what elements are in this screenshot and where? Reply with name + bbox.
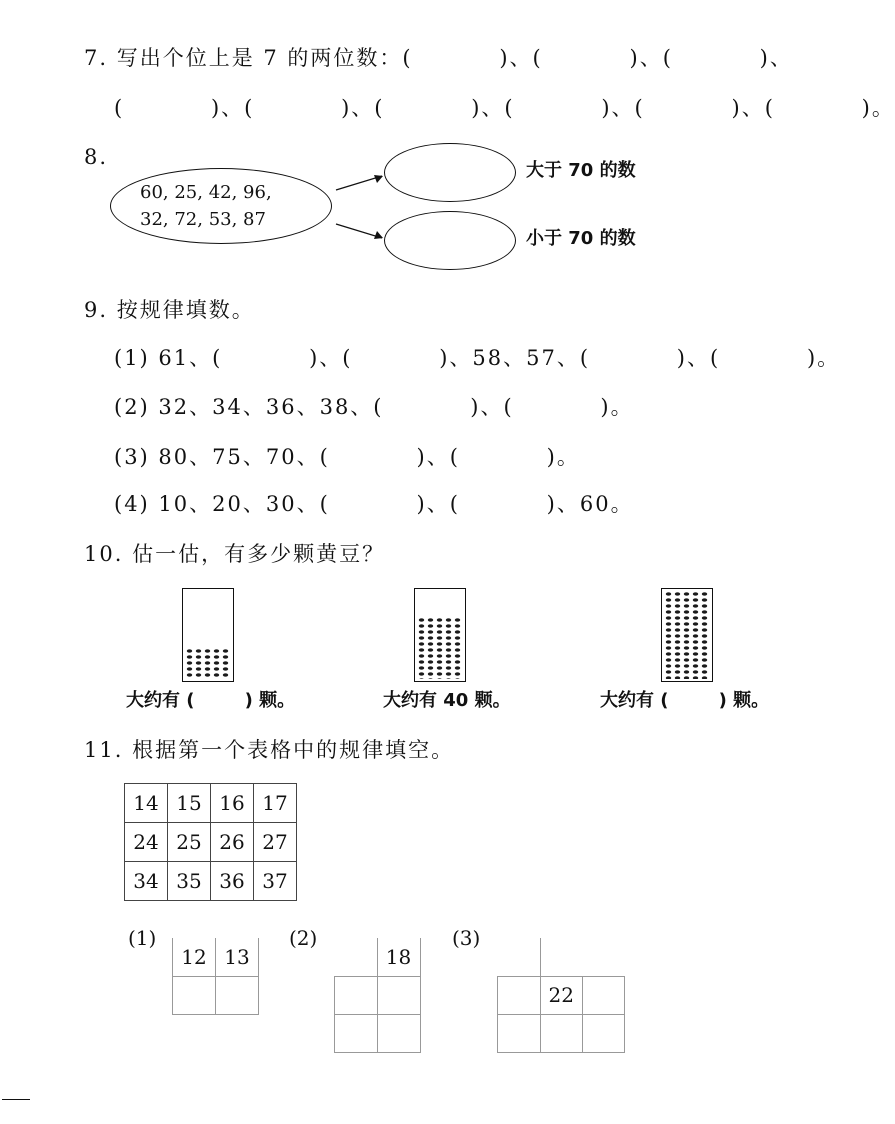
blank-cell[interactable] (377, 976, 420, 1014)
q9-item-2: (2) 32、34、36、38、( )、( )。 (114, 395, 634, 419)
empty-space (498, 938, 541, 976)
blank-cell[interactable] (216, 976, 259, 1014)
blank-cell[interactable] (583, 976, 625, 1014)
part-1-grid (172, 938, 259, 1015)
table-cell: 24 (125, 823, 168, 862)
beans-fill-3 (664, 591, 710, 679)
blank-cell[interactable] (540, 1014, 583, 1052)
table-cell: 16 (211, 784, 254, 823)
reference-number-table (124, 783, 297, 901)
q10-title: 10. 估一估，有多少颗黄豆？ (84, 542, 386, 566)
table-cell: 26 (211, 823, 254, 862)
q9-item-1: (1) 61、( )、( )、58、57、( )、( )。 (114, 346, 841, 370)
q8-numbers-line2: 32, 72, 53, 87 (140, 209, 266, 230)
q8-label: 8. (84, 145, 109, 169)
page-edge-rule (2, 1099, 30, 1100)
bean-jar-2 (414, 588, 466, 682)
grid-cell: 12 (173, 938, 216, 976)
arrow-up-head (374, 175, 383, 183)
grid-cell: 22 (540, 976, 583, 1014)
table-cell: 37 (254, 862, 297, 901)
part-2-label: (2) (289, 926, 318, 950)
part-1-label: (1) (128, 926, 157, 950)
blank-cell[interactable] (173, 976, 216, 1014)
q8-numbers-line1: 60, 25, 42, 96, (140, 182, 272, 203)
arrow-down-line (336, 224, 382, 238)
greater-than-label: 大于 70 的数 (526, 160, 636, 181)
table-cell: 35 (168, 862, 211, 901)
less-than-label: 小于 70 的数 (526, 228, 636, 249)
table-cell: 17 (254, 784, 297, 823)
blank-cell[interactable] (540, 938, 583, 976)
jar-2-caption: 大约有 40 颗。 (383, 690, 511, 711)
blank-cell[interactable] (498, 1014, 541, 1052)
jar-1-caption: 大约有 ( ) 颗。 (126, 690, 296, 711)
source-number-oval (110, 168, 332, 244)
part-2-grid (334, 938, 421, 1053)
empty-space (335, 938, 378, 976)
blank-cell[interactable] (335, 976, 378, 1014)
table-cell: 34 (125, 862, 168, 901)
q9-item-4: (4) 10、20、30、( )、( )、60。 (114, 492, 634, 516)
table-cell: 36 (211, 862, 254, 901)
jar-3-caption: 大约有 ( ) 颗。 (600, 690, 770, 711)
q8-arrows (330, 160, 390, 250)
blank-cell[interactable] (377, 1014, 420, 1052)
beans-fill-2 (417, 617, 463, 679)
beans-fill-1 (185, 648, 231, 679)
arrow-up-line (336, 176, 382, 190)
table-cell: 15 (168, 784, 211, 823)
less-than-oval[interactable] (384, 211, 516, 270)
bean-jar-3 (661, 588, 713, 682)
q9-title: 9. 按规律填数。 (84, 298, 255, 322)
arrow-down-head (374, 231, 383, 239)
blank-cell[interactable] (498, 976, 541, 1014)
grid-cell: 18 (377, 938, 420, 976)
grid-cell: 13 (216, 938, 259, 976)
empty-space (583, 938, 625, 976)
blank-cell[interactable] (583, 1014, 625, 1052)
part-3-grid (497, 938, 625, 1053)
q7-line1: 7. 写出个位上是 7 的两位数：( )、( )、( )、 (84, 46, 793, 70)
table-cell: 27 (254, 823, 297, 862)
part-3-label: (3) (452, 926, 481, 950)
table-cell: 14 (125, 784, 168, 823)
greater-than-oval[interactable] (384, 143, 516, 202)
table-cell: 25 (168, 823, 211, 862)
q11-title: 11. 根据第一个表格中的规律填空。 (84, 738, 455, 762)
q9-item-3: (3) 80、75、70、( )、( )。 (114, 445, 580, 469)
bean-jar-1 (182, 588, 234, 682)
q7-line2: ( )、( )、( )、( )、( )、( )。 (114, 96, 895, 120)
blank-cell[interactable] (335, 1014, 378, 1052)
